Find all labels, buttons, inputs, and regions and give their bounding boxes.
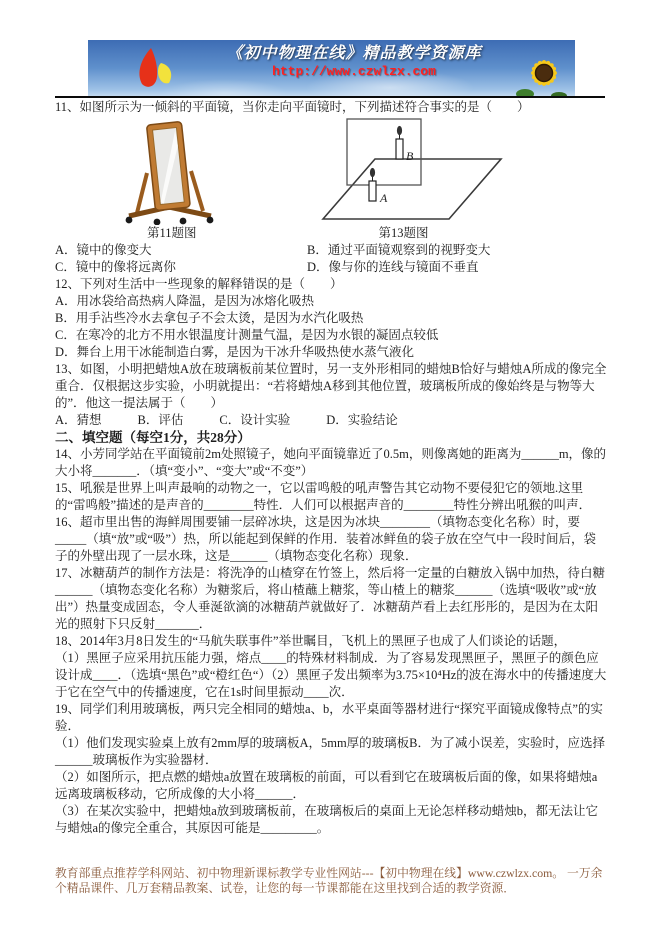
section2-title: 二、填空题（每空1分，共28分）	[55, 430, 251, 445]
q19-part1: （1）他们发现实验桌上放有2mm厚的玻璃板A，5mm厚的玻璃板B．为了减小误差，实验时，应选择______玻璃板作为实验器材．	[55, 736, 606, 767]
q12-option-a: A．用冰袋给高热病人降温，是因为冰熔化吸热	[55, 294, 315, 308]
q13-stem: 13、如图，小明把蜡烛A放在玻璃板前某位置时，另一支外形相同的蜡烛B恰好与蜡烛A所成的像完全重合．仅根据这步实验，小明就提出：“若将蜡烛A移到其他位置，玻璃板所成的像始终是与物等大的”．他这一提法属于（ ）	[55, 362, 607, 410]
site-banner	[88, 40, 575, 96]
figures-row	[55, 117, 607, 225]
q12-option-d: D．舞台上用干冰能制造白雾，是因为干冰升华吸热使水蒸气液化	[55, 345, 415, 359]
q14-text: 14、小芳同学站在平面镜前2m处照镜子，她向平面镜靠近了0.5m，则像离她的距离为______m，像的大小将_______．（填“变小”、“变大”或“不变”）	[55, 447, 607, 478]
q19-stem: 19、同学们利用玻璃板，两只完全相同的蜡烛a、b，水平桌面等器材进行“探究平面镜成像特点”的实验．	[55, 702, 603, 733]
q12-stem: 12、下列对生活中一些现象的解释错误的是（ ）	[55, 277, 343, 291]
sunflower-icon	[515, 46, 571, 96]
q12-option-c: C．在寒冷的北方不用水银温度计测量气温，是因为水银的凝固点较低	[55, 328, 439, 342]
q13-options	[55, 412, 607, 429]
figure11-caption: 第11题图	[147, 226, 197, 240]
candle-a-label: A	[380, 191, 388, 205]
banner-url-link[interactable]: http://www.czwlzx.com	[272, 64, 436, 79]
q11-option-d: D．像与你的连线与镜面不垂直	[307, 260, 479, 274]
q13-option-d: D．实验结论	[326, 413, 398, 427]
footer-promo: 教育部重点推荐学科网站、初中物理新课标教学专业性网站---【初中物理在线】www.czwlzx.com。 一万余个精品课件、几万套精品教案、试卷，让您的每一节课都能在这里找到合适的教学资源．	[55, 866, 603, 895]
q15-text: 15、吼猴是世界上叫声最响的动物之一，它以雷鸣般的吼声警告其它动物不要侵犯它的领地.这里的“雷鸣般”描述的是声音的________特性．人们可以根据声音的________特性分辨出吼猴的叫声．	[55, 481, 592, 512]
q18-stem: 18、2014年3月8日发生的“马航失联事件”举世瞩目，飞机上的黑匣子也成了人们谈论的话题，	[55, 634, 567, 648]
figure-glass-plate-candles-icon	[317, 115, 509, 225]
q17-text: 17、冰糖葫芦的制作方法是：将洗净的山楂穿在竹签上，然后将一定量的白糖放入锅中加热，待白糖______（填物态变化名称）为糖浆后，将山楂蘸上糖浆，等山楂上的糖浆______（选填“吸收”或“放出”）热量变成固态，令人垂涎欲滴的冰糖葫芦就做好了．冰糖葫芦看上去红彤彤的，是因为在太阳光的照射下只反射_______．	[55, 566, 606, 631]
q11-option-c: C．镜中的像将远离你	[55, 260, 176, 274]
exam-content	[55, 99, 607, 837]
figure13-caption: 第13题图	[378, 226, 429, 240]
q11-stem: 11、如图所示为一倾斜的平面镜，当你走向平面镜时，下列描述符合事实的是（ ）	[55, 100, 530, 114]
q16-text: 16、超市里出售的海鲜周围要铺一层碎冰块，这是因为冰块________（填物态变化名称）时，要_____（填“放”或“吸”）热，所以能起到保鲜的作用．装着冰鲜鱼的袋子放在空气中一段时间后，袋子的外壁出现了一层水珠，这是______（填物态变化名称）现象．	[55, 515, 596, 563]
q13-option-c: C．设计实验	[219, 413, 291, 427]
q19-part2: （2）如图所示，把点燃的蜡烛a放置在玻璃板的前面，可以看到它在玻璃板后面的像，如果将蜡烛a远离玻璃板移动，它所成像的大小将______．	[55, 770, 598, 801]
q12-option-b: B．用手沾些冷水去拿包子不会太烫，是因为水汽化吸热	[55, 311, 364, 325]
q11-options	[55, 242, 607, 276]
q13-option-a: A．猜想	[55, 413, 102, 427]
site-logo-icon	[130, 46, 184, 92]
q11-option-b: B．通过平面镜观察到的视野变大	[307, 243, 491, 257]
q13-option-b: B．评估	[137, 413, 184, 427]
banner-title: 《初中物理在线》精品教学资源库	[226, 45, 482, 62]
header-divider	[55, 96, 605, 98]
q19-part3: （3）在某次实验中，把蜡烛a放到玻璃板前，在玻璃板后的桌面上无论怎样移动蜡烛b，都无法让它与蜡烛a的像完全重合，其原因可能是_________。	[55, 804, 599, 835]
figure-captions-row	[55, 225, 607, 242]
figure-standing-mirror-icon	[111, 121, 229, 225]
banner-text-block	[204, 45, 504, 80]
candle-b-label: B	[406, 149, 414, 163]
q11-option-a: A．镜中的像变大	[55, 243, 152, 257]
q18-parts: （1）黑匣子应采用抗压能力强，熔点____的特殊材料制成．为了容易发现黑匣子，黑匣子的颜色应设计成____．（选填“黑色”或“橙红色“）（2）黑匣子发出频率为3.75×10⁴Hz的波在海水中的传播速度大于它在空气中的传播速度，它在1s时间里振动____次．	[55, 651, 607, 699]
